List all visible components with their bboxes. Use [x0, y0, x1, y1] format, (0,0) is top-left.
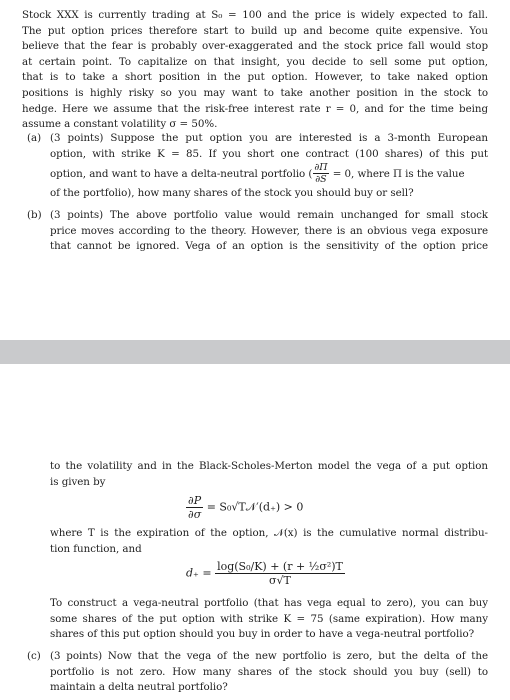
- part-b-line: where T is the expiration of the option, 𝒩(x) is the cumulative normal distribu-: [50, 527, 488, 539]
- part-b-label: (b): [27, 209, 42, 221]
- part-b-line: that cannot be ignored. Vega of an option is the sensitivity of the option price: [50, 240, 488, 253]
- part-b-line: To construct a vega-neutral portfolio (that has vega equal to zero), you can buy: [50, 597, 488, 609]
- part-b-line: price moves according to the theory. However, there is an obvious vega exposure: [50, 224, 488, 237]
- document-page-2: [0, 364, 510, 700]
- part-a-line3-post: = 0, where Π is the value: [329, 167, 465, 180]
- part-b-line: is given by: [50, 475, 106, 488]
- page-divider: [0, 340, 510, 364]
- part-c-line: (3 points) Now that the vega of the new portfolio is zero, but the delta of the: [50, 650, 488, 662]
- part-b-line: to the volatility and in the Black-Scholes-Merton model the vega of a put option: [50, 460, 488, 472]
- part-a-line3-pre: option, and want to have a delta-neutral portfolio (: [50, 167, 313, 180]
- part-b-line: shares of this put option should you buy in order to have a vega-neutral portfolio?: [50, 628, 475, 641]
- part-a-line4: of the portfolio), how many shares of the stock you should buy or sell?: [50, 187, 414, 199]
- document-page-1: [0, 0, 510, 340]
- part-b-text-cont: [50, 459, 488, 490]
- part-c-line: maintain a delta neutral portfolio?: [50, 681, 228, 694]
- part-a-text: [50, 131, 488, 162]
- partial-pi-over-partial-s: $\frac{\partial\Pi}{\partial S}$: [314, 162, 328, 185]
- d-plus-fraction: $\frac{\text{log(S₀/K) + (r + ½σ²)T}}{\sigma√T}$: [217, 560, 343, 587]
- d-plus-equation: [186, 560, 345, 587]
- intro-line: positions is highly risky so you may want to take another position in the stock to: [22, 86, 488, 99]
- intro-line: The put option prices therefore start to build up and become quite expensive. You: [22, 24, 488, 37]
- part-b-text-top: [50, 208, 488, 255]
- part-a-label: (a): [27, 132, 42, 144]
- part-b-text-mid: [50, 526, 488, 557]
- intro-line: believe that the fear is probably over-exaggerated and the stock price fall would stop: [22, 40, 488, 53]
- intro-line: Stock XXX is currently trading at S₀ = 100 and the price is widely expected to fall.: [22, 9, 488, 21]
- d-plus-lhs: d₊ =: [186, 566, 212, 580]
- vega-fraction: $\frac{\partial P}{\partial\sigma}$: [188, 494, 202, 521]
- intro-line: hedge. Here we assume that the risk-free interest rate r = 0, and for the time being: [22, 102, 488, 115]
- part-c-label: (c): [27, 650, 41, 662]
- part-c-text: [50, 649, 488, 696]
- part-a-line: (3 points) Suppose the put option you are interested is a 3-month European: [50, 132, 488, 144]
- part-b-line: tion function, and: [50, 542, 142, 555]
- part-b-line: (3 points) The above portfolio value would remain unchanged for small stock: [50, 209, 488, 221]
- part-b-text-end: [50, 596, 488, 643]
- intro-line: that is to take a short position in the put option. However, to take naked option: [22, 71, 488, 84]
- part-c-line: portfolio is not zero. How many shares of the stock should you buy (sell) to: [50, 665, 488, 678]
- intro-line: at certain point. To capitalize on that insight, you decide to sell some put option,: [22, 55, 488, 68]
- part-a-line: option, with strike K = 85. If you short one contract (100 shares) of this put: [50, 147, 488, 160]
- intro-line: assume a constant volatility σ = 50%.: [22, 118, 218, 131]
- intro-paragraph: [22, 8, 488, 133]
- vega-rhs: = S₀√T𝒩′(d₊) > 0: [206, 500, 304, 514]
- part-b-line: some shares of the put option with strike K = 75 (same expiration). How many: [50, 612, 488, 625]
- part-a-line3: [50, 162, 488, 185]
- vega-equation: [186, 494, 303, 521]
